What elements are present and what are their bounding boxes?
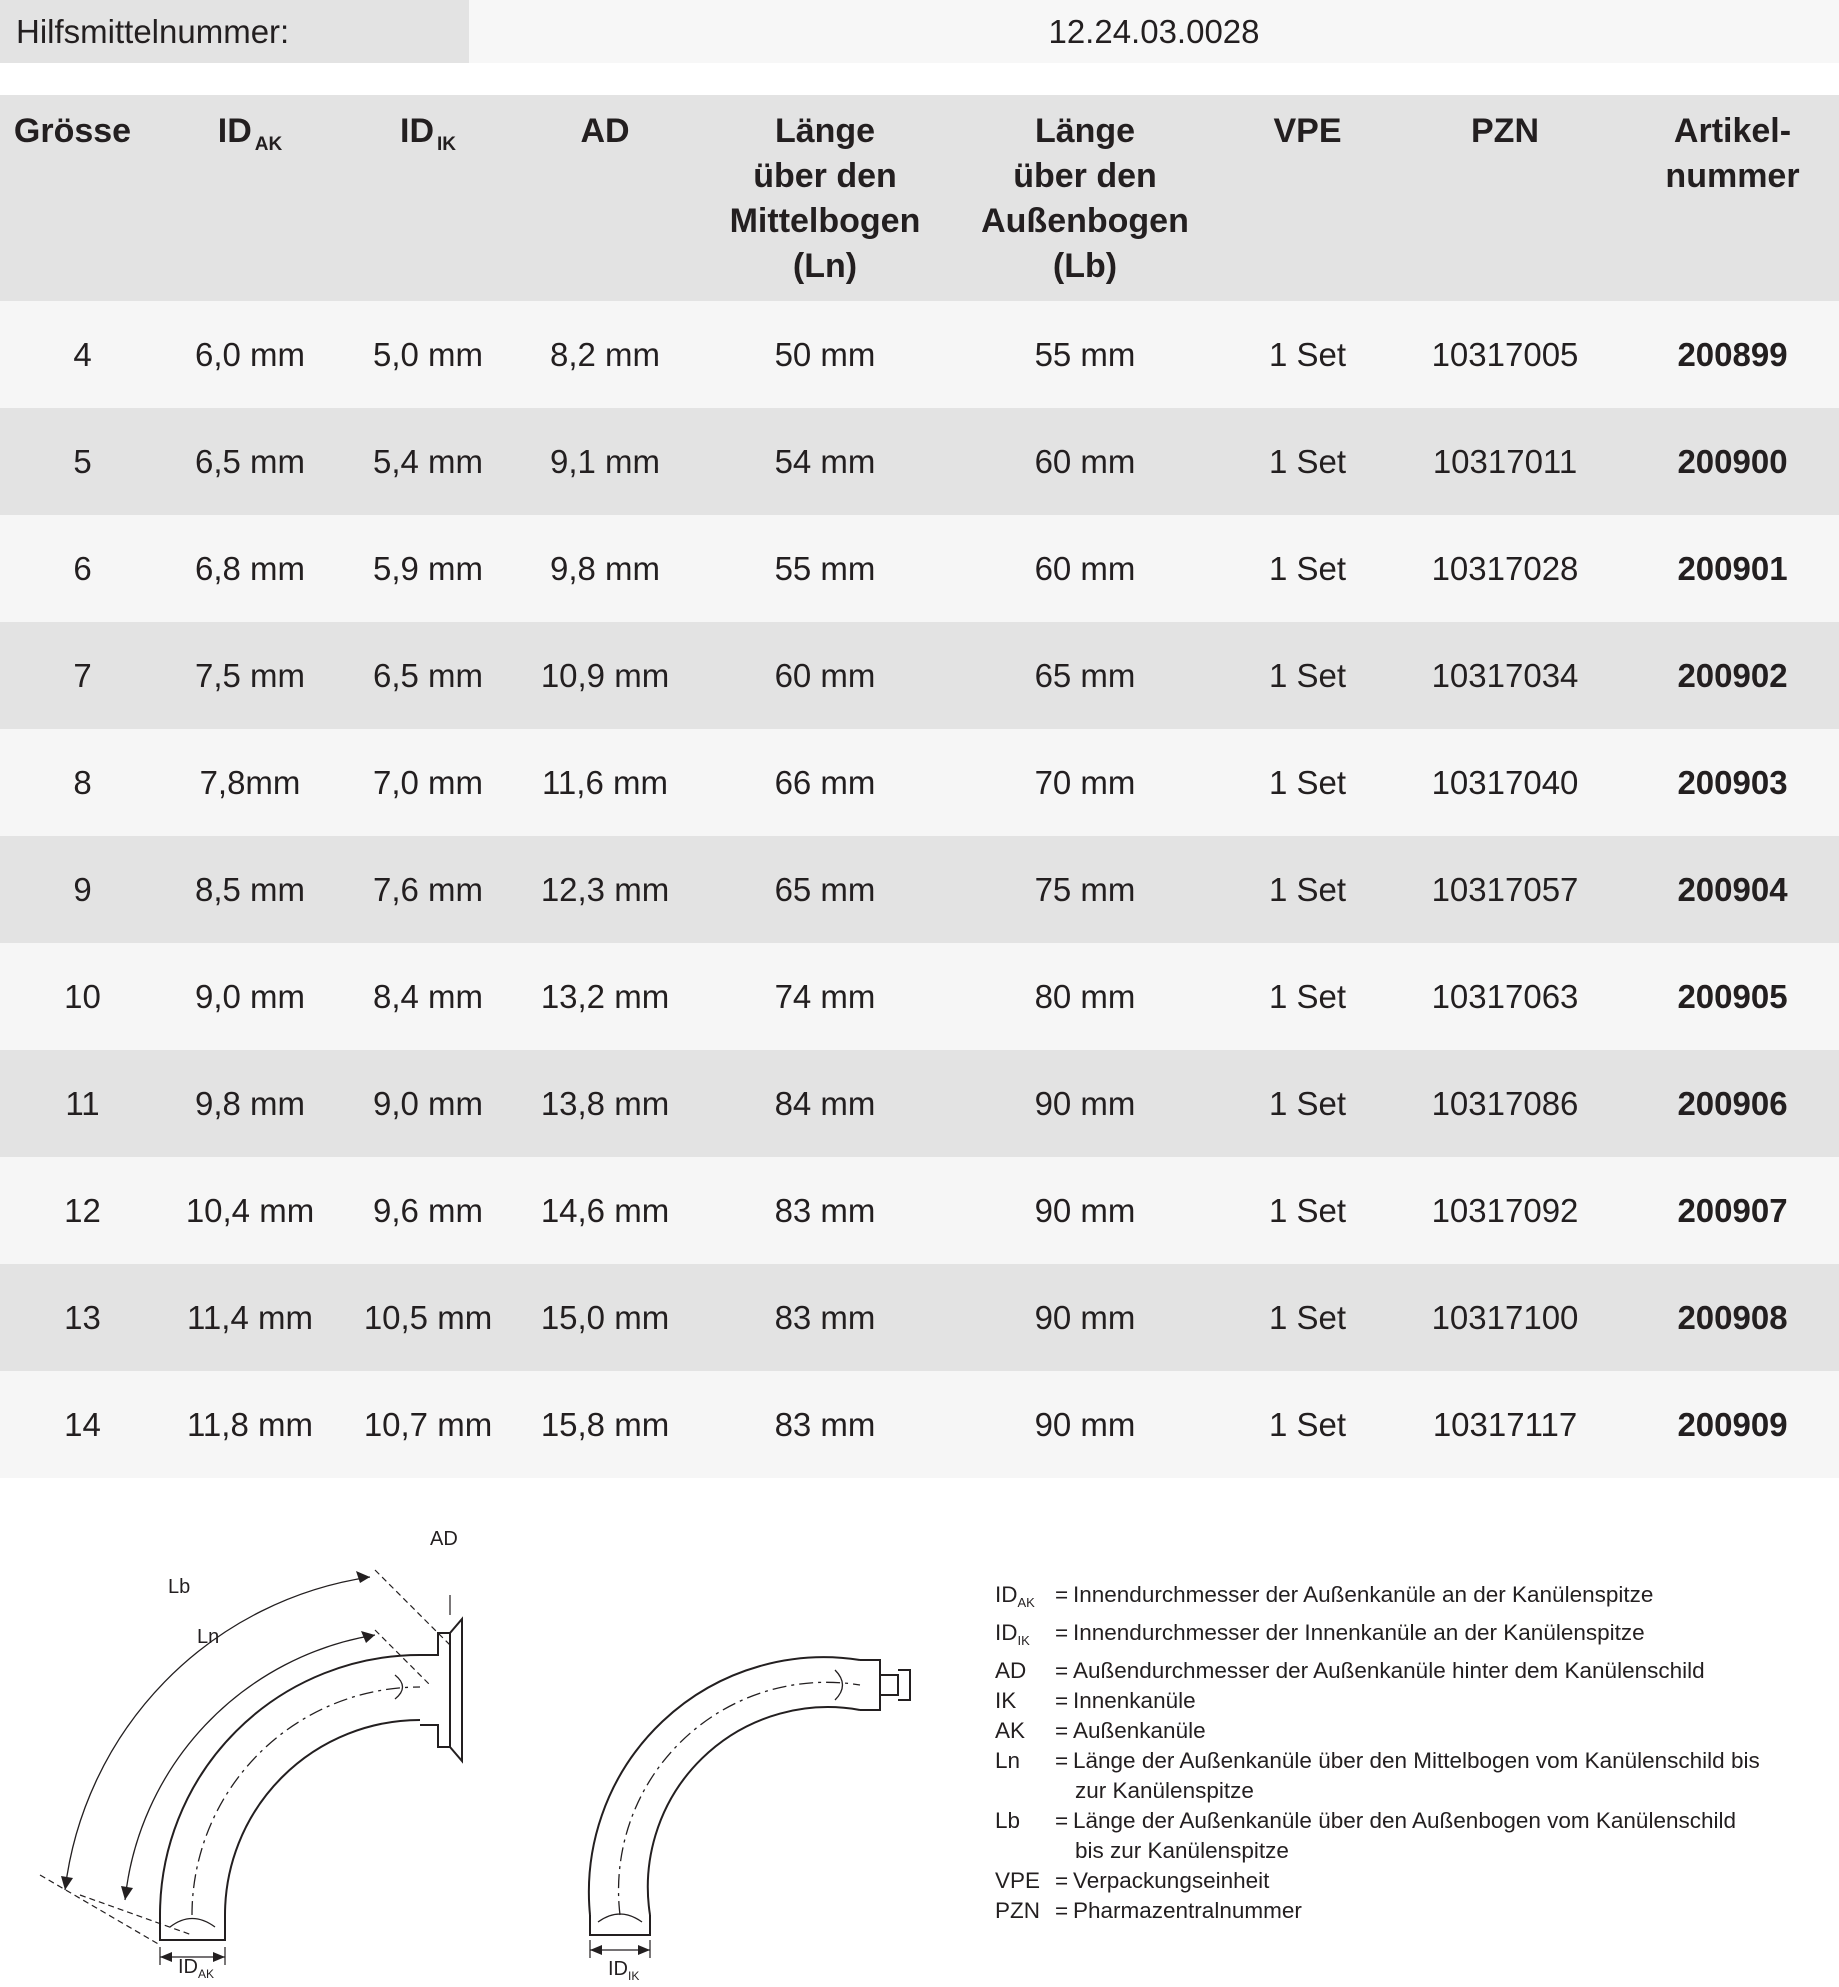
lb-dimension-arc bbox=[65, 1577, 370, 1890]
cell-pzn: 10317011 bbox=[1432, 443, 1578, 480]
table-row bbox=[0, 836, 1839, 943]
cell-groesse: 13 bbox=[64, 1299, 101, 1336]
table-body bbox=[0, 301, 1839, 1478]
cell-pzn: 10317028 bbox=[1431, 550, 1579, 587]
cell-ln: 83 mm bbox=[774, 1406, 876, 1443]
legend-item bbox=[995, 1656, 1825, 1686]
cell-artikelnummer: 200902 bbox=[1677, 657, 1788, 694]
cell-ad: 12,3 mm bbox=[540, 871, 670, 908]
cell-artikelnummer: 200899 bbox=[1677, 336, 1788, 373]
shield-edge bbox=[450, 1619, 462, 1761]
table-row bbox=[0, 943, 1839, 1050]
cell-id-ak: 8,5 mm bbox=[194, 871, 306, 908]
cell-id-ik: 10,5 mm bbox=[363, 1299, 493, 1336]
label-id-ak: $ID_{AK}$ bbox=[178, 1956, 215, 1981]
hilfsmittelnummer-label: Hilfsmittelnummer: bbox=[0, 0, 469, 63]
legend-key: Lb bbox=[995, 1808, 1021, 1833]
cell-lb: 60 mm bbox=[1034, 443, 1136, 480]
cell-pzn: 10317092 bbox=[1431, 1192, 1579, 1229]
legend-key: AD bbox=[995, 1658, 1027, 1683]
cell-lb: 55 mm bbox=[1034, 336, 1136, 373]
legend-text: Pharmazentralnummer bbox=[1073, 1898, 1302, 1923]
legend-text: Verpackungseinheit bbox=[1073, 1868, 1270, 1893]
cell-ad: 14,6 mm bbox=[540, 1192, 670, 1229]
cell-groesse: 14 bbox=[64, 1406, 101, 1443]
cell-vpe: 1 Set bbox=[1268, 978, 1347, 1015]
cell-id-ik: 5,9 mm bbox=[372, 550, 484, 587]
legend-equals: = bbox=[1055, 1808, 1069, 1833]
header-ad: AD bbox=[580, 112, 630, 150]
cell-vpe: 1 Set bbox=[1268, 764, 1347, 801]
cell-pzn: 10317063 bbox=[1431, 978, 1579, 1015]
cell-id-ak: 11,8 mm bbox=[187, 1406, 313, 1443]
cell-groesse: 11 bbox=[65, 1085, 100, 1122]
cell-lb: 65 mm bbox=[1034, 657, 1136, 694]
cell-pzn: 10317034 bbox=[1431, 657, 1579, 694]
cell-id-ik: 7,0 mm bbox=[372, 764, 484, 801]
cell-id-ak: 9,0 mm bbox=[194, 978, 306, 1015]
cell-ad: 15,0 mm bbox=[540, 1299, 670, 1336]
cell-id-ik: 5,4 mm bbox=[372, 443, 484, 480]
cell-groesse: 12 bbox=[64, 1192, 101, 1229]
cell-id-ak: 10,4 mm bbox=[185, 1192, 315, 1229]
legend-equals: = bbox=[1055, 1658, 1069, 1683]
cell-lb: 90 mm bbox=[1034, 1192, 1136, 1229]
tube-outer-edge bbox=[160, 1655, 420, 1915]
tube-inner-edge bbox=[225, 1720, 420, 1915]
abbreviation-legend bbox=[995, 1580, 1825, 1926]
label-ln: Ln bbox=[197, 1626, 220, 1648]
cell-ad: 11,6 mm bbox=[542, 764, 668, 801]
cell-id-ak: 11,4 mm bbox=[187, 1299, 313, 1336]
header-vpe: VPE bbox=[1273, 112, 1342, 150]
cell-artikelnummer: 200903 bbox=[1677, 764, 1788, 801]
cell-ad: 9,1 mm bbox=[549, 443, 661, 480]
cell-lb: 90 mm bbox=[1034, 1085, 1136, 1122]
legend-key: IK bbox=[995, 1688, 1017, 1713]
cell-ln: 66 mm bbox=[774, 764, 876, 801]
cell-vpe: 1 Set bbox=[1268, 657, 1347, 694]
cell-ln: 74 mm bbox=[774, 978, 876, 1015]
header-groesse: Grösse bbox=[13, 112, 132, 150]
cell-id-ik: 6,5 mm bbox=[372, 657, 484, 694]
cell-artikelnummer: 200909 bbox=[1677, 1406, 1788, 1443]
cell-id-ik: 9,0 mm bbox=[372, 1085, 484, 1122]
cell-lb: 80 mm bbox=[1034, 978, 1136, 1015]
cell-ln: 54 mm bbox=[774, 443, 876, 480]
cell-groesse: 6 bbox=[73, 550, 92, 587]
hilfsmittelnummer-row bbox=[0, 0, 1839, 63]
cell-ad: 13,2 mm bbox=[540, 978, 670, 1015]
legend-item bbox=[995, 1686, 1825, 1716]
cell-lb: 60 mm bbox=[1034, 550, 1136, 587]
cell-id-ik: 7,6 mm bbox=[372, 871, 484, 908]
table-row bbox=[0, 1371, 1839, 1478]
cell-id-ak: 6,8 mm bbox=[194, 550, 306, 587]
legend-text: Länge der Außenkanüle über den Mittelbogen vom Kanülenschild bis zur Kanülenspitze bbox=[1073, 1748, 1760, 1803]
table-row bbox=[0, 1264, 1839, 1371]
cell-id-ak: 6,0 mm bbox=[194, 336, 306, 373]
label-lb: Lb bbox=[168, 1576, 191, 1598]
legend-key: AK bbox=[995, 1718, 1026, 1743]
legend-text: Außenkanüle bbox=[1073, 1718, 1206, 1743]
legend-equals: = bbox=[1055, 1898, 1069, 1923]
cell-vpe: 1 Set bbox=[1268, 443, 1347, 480]
cell-artikelnummer: 200908 bbox=[1677, 1299, 1788, 1336]
inner-tube-inner-edge bbox=[648, 1707, 860, 1915]
cell-id-ak: 7,8mm bbox=[199, 764, 301, 801]
legend-key: PZN bbox=[995, 1898, 1040, 1923]
cell-id-ak: 7,5 mm bbox=[194, 657, 306, 694]
cell-groesse: 7 bbox=[73, 657, 92, 694]
legend-equals: = bbox=[1055, 1868, 1069, 1893]
legend-item bbox=[995, 1896, 1825, 1926]
outer-cannula-diagram bbox=[30, 1515, 490, 1985]
legend-key: $ID_{IK}$ bbox=[995, 1620, 1030, 1648]
cell-pzn: 10317117 bbox=[1432, 1406, 1578, 1443]
legend-equals: = bbox=[1055, 1718, 1069, 1743]
legend-equals: = bbox=[1055, 1582, 1069, 1607]
legend-text: Außendurchmesser der Außenkanüle hinter dem Kanülenschild bbox=[1073, 1658, 1705, 1683]
cell-artikelnummer: 200901 bbox=[1677, 550, 1788, 587]
cell-ad: 9,8 mm bbox=[549, 550, 661, 587]
table-row bbox=[0, 301, 1839, 408]
cell-pzn: 10317005 bbox=[1431, 336, 1579, 373]
cell-id-ik: 9,6 mm bbox=[372, 1192, 484, 1229]
cell-id-ak: 6,5 mm bbox=[194, 443, 306, 480]
inner-cannula-diagram bbox=[570, 1600, 940, 1985]
cell-ln: 65 mm bbox=[774, 871, 876, 908]
legend-item bbox=[995, 1716, 1825, 1746]
legend-key: Ln bbox=[995, 1748, 1021, 1773]
ln-dimension-arc bbox=[125, 1635, 375, 1900]
legend-equals: = bbox=[1055, 1620, 1069, 1645]
cell-vpe: 1 Set bbox=[1268, 550, 1347, 587]
cell-ad: 13,8 mm bbox=[540, 1085, 670, 1122]
cell-artikelnummer: 200900 bbox=[1677, 443, 1788, 480]
cell-groesse: 10 bbox=[64, 978, 101, 1015]
cell-ln: 84 mm bbox=[774, 1085, 876, 1122]
legend-key: VPE bbox=[995, 1868, 1041, 1893]
header-id-ik: ID $_{IK}$ bbox=[400, 112, 456, 155]
label-id-ik: $ID_{IK}$ bbox=[608, 1958, 640, 1983]
legend-text: Länge der Außenkanüle über den Außenbogen vom Kanülenschild bis zur Kanülenspitze bbox=[1073, 1808, 1736, 1863]
legend-item bbox=[995, 1746, 1825, 1806]
cell-pzn: 10317086 bbox=[1431, 1085, 1579, 1122]
cell-groesse: 8 bbox=[73, 764, 92, 801]
cell-artikelnummer: 200904 bbox=[1677, 871, 1788, 908]
cell-ln: 60 mm bbox=[774, 657, 876, 694]
header-lb: Länge über den Außenbogen (Lb) bbox=[981, 112, 1189, 285]
cell-lb: 75 mm bbox=[1034, 871, 1136, 908]
cell-vpe: 1 Set bbox=[1268, 871, 1347, 908]
cell-vpe: 1 Set bbox=[1268, 336, 1347, 373]
cell-id-ak: 9,8 mm bbox=[194, 1085, 306, 1122]
legend-key: $ID_{AK}$ bbox=[995, 1582, 1035, 1610]
cell-id-ik: 10,7 mm bbox=[363, 1406, 493, 1443]
cell-vpe: 1 Set bbox=[1268, 1192, 1347, 1229]
inner-cannula-connector bbox=[898, 1670, 910, 1700]
cell-ad: 10,9 mm bbox=[540, 657, 670, 694]
table-row bbox=[0, 1157, 1839, 1264]
legend-item bbox=[995, 1806, 1825, 1866]
header-id-ak: ID $_{AK}$ bbox=[217, 112, 283, 155]
hilfsmittelnummer-value: 12.24.03.0028 bbox=[469, 0, 1839, 63]
legend-equals: = bbox=[1055, 1688, 1069, 1713]
table-row bbox=[0, 622, 1839, 729]
legend-item bbox=[995, 1618, 1825, 1656]
table-header bbox=[0, 95, 1839, 301]
cell-ad: 8,2 mm bbox=[549, 336, 661, 373]
cell-ln: 83 mm bbox=[774, 1299, 876, 1336]
legend-equals: = bbox=[1055, 1748, 1069, 1773]
cell-pzn: 10317040 bbox=[1431, 764, 1579, 801]
cell-vpe: 1 Set bbox=[1268, 1406, 1347, 1443]
cell-lb: 70 mm bbox=[1034, 764, 1136, 801]
tube-centerline bbox=[192, 1687, 420, 1915]
legend-item bbox=[995, 1866, 1825, 1896]
table-row bbox=[0, 515, 1839, 622]
table-row bbox=[0, 408, 1839, 515]
header-artikelnummer: Artikel- nummer bbox=[1665, 112, 1800, 195]
cell-artikelnummer: 200907 bbox=[1677, 1192, 1788, 1229]
legend-text: Innenkanüle bbox=[1073, 1688, 1196, 1713]
cell-lb: 90 mm bbox=[1034, 1299, 1136, 1336]
header-ln: Länge über den Mittelbogen (Ln) bbox=[729, 112, 921, 285]
cell-groesse: 9 bbox=[73, 871, 92, 908]
legend-text: Innendurchmesser der Außenkanüle an der Kanülenspitze bbox=[1073, 1582, 1654, 1607]
inner-tube-tip bbox=[590, 1915, 650, 1935]
inner-tube-outer-edge bbox=[589, 1657, 860, 1915]
cell-id-ik: 8,4 mm bbox=[372, 978, 484, 1015]
cannula-shield bbox=[420, 1633, 450, 1747]
cell-groesse: 4 bbox=[73, 336, 92, 373]
header-pzn: PZN bbox=[1471, 112, 1539, 150]
cell-vpe: 1 Set bbox=[1268, 1299, 1347, 1336]
cell-id-ik: 5,0 mm bbox=[372, 336, 484, 373]
size-table bbox=[0, 95, 1839, 1478]
cell-pzn: 10317100 bbox=[1431, 1299, 1579, 1336]
cell-artikelnummer: 200905 bbox=[1677, 978, 1788, 1015]
table-row bbox=[0, 1050, 1839, 1157]
cell-groesse: 5 bbox=[73, 443, 92, 480]
label-ad: AD bbox=[430, 1528, 458, 1550]
cell-pzn: 10317057 bbox=[1431, 871, 1579, 908]
cell-vpe: 1 Set bbox=[1268, 1085, 1347, 1122]
legend-text: Innendurchmesser der Innenkanüle an der Kanülenspitze bbox=[1073, 1620, 1645, 1645]
cell-ln: 50 mm bbox=[774, 336, 876, 373]
cell-ln: 83 mm bbox=[774, 1192, 876, 1229]
cell-lb: 90 mm bbox=[1034, 1406, 1136, 1443]
cell-artikelnummer: 200906 bbox=[1677, 1085, 1788, 1122]
table-row bbox=[0, 729, 1839, 836]
cell-ad: 15,8 mm bbox=[540, 1406, 670, 1443]
legend-item bbox=[995, 1580, 1825, 1618]
cell-ln: 55 mm bbox=[774, 550, 876, 587]
